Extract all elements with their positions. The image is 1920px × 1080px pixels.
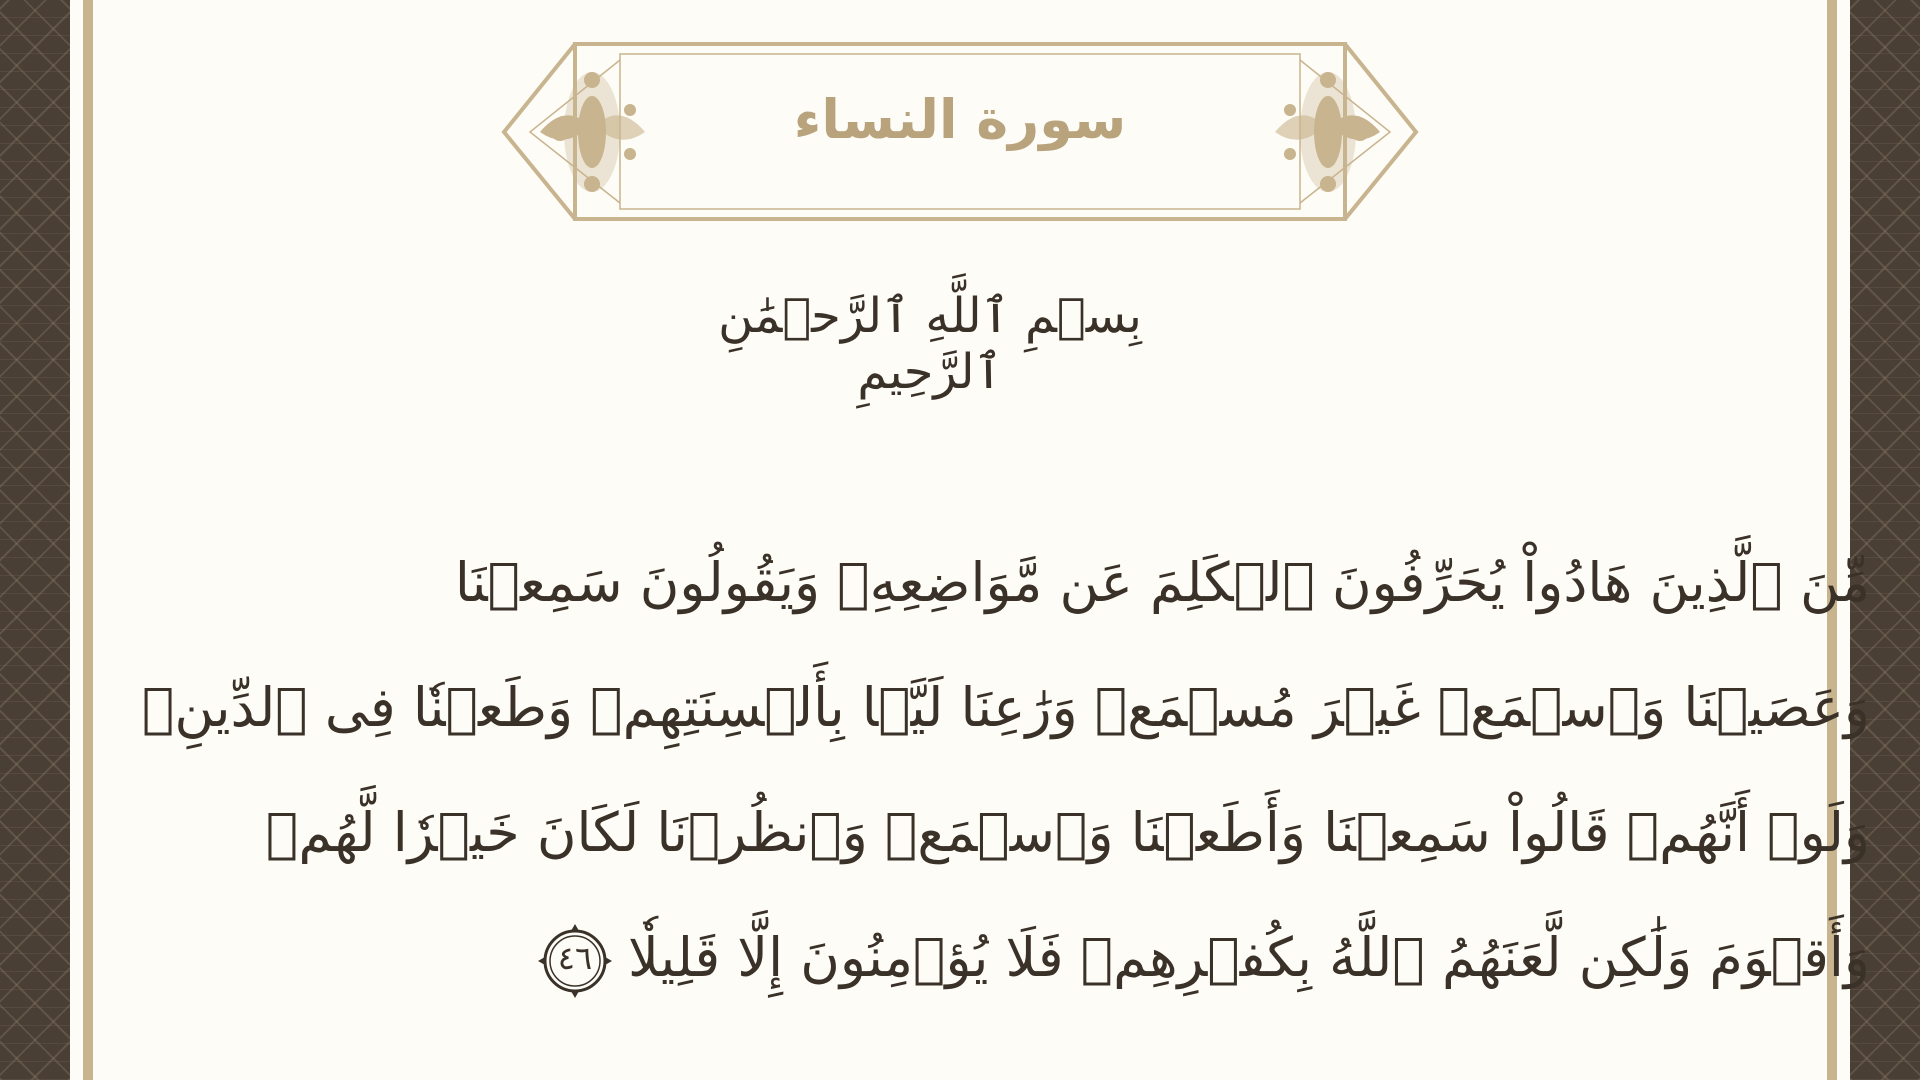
verse-block: [141, 520, 1870, 1020]
ayah-number: ٤٦: [557, 939, 593, 978]
left-gold-rule: [83, 0, 93, 1080]
verse-line-3: وَلَوۡ أَنَّهُمۡ قَالُواْ سَمِعۡنَا وَأَطَعۡنَا وَٱسۡمَعۡ وَٱنظُرۡنَا لَكَانَ خَيۡرٗا لَّهُمۡ: [265, 801, 1870, 864]
verse-line-2: وَعَصَيۡنَا وَٱسۡمَعۡ غَيۡرَ مُسۡمَعٖ وَرَٰعِنَا لَيَّۢا بِأَلۡسِنَتِهِمۡ وَطَعۡنٗا فِى ٱلدِّينِۚ: [141, 676, 1870, 739]
left-ornamental-border: [0, 0, 70, 1080]
verse-line-4-text: وَأَقۡوَمَ وَلَٰكِن لَّعَنَهُمُ ٱللَّهُ بِكُفۡرِهِمۡ فَلَا يُؤۡمِنُونَ إِلَّا قَلِيلٗا: [627, 926, 1870, 989]
surah-title: سورة النساء: [793, 88, 1127, 151]
mushaf-page: [70, 0, 1870, 1080]
verse-line-4: [360, 895, 1870, 1020]
surah-header-frame: [500, 40, 1420, 225]
ayah-marker: [536, 922, 614, 1000]
basmala: بِسۡمِ ٱللَّهِ ٱلرَّحۡمَٰنِ ٱلرَّحِيمِ: [718, 288, 1142, 400]
verse-line-1: مِّنَ ٱلَّذِينَ هَادُواْ يُحَرِّفُونَ ٱلۡكَلِمَ عَن مَّوَاضِعِهِۦ وَيَقُولُونَ سَمِعۡنَا: [454, 551, 1870, 614]
